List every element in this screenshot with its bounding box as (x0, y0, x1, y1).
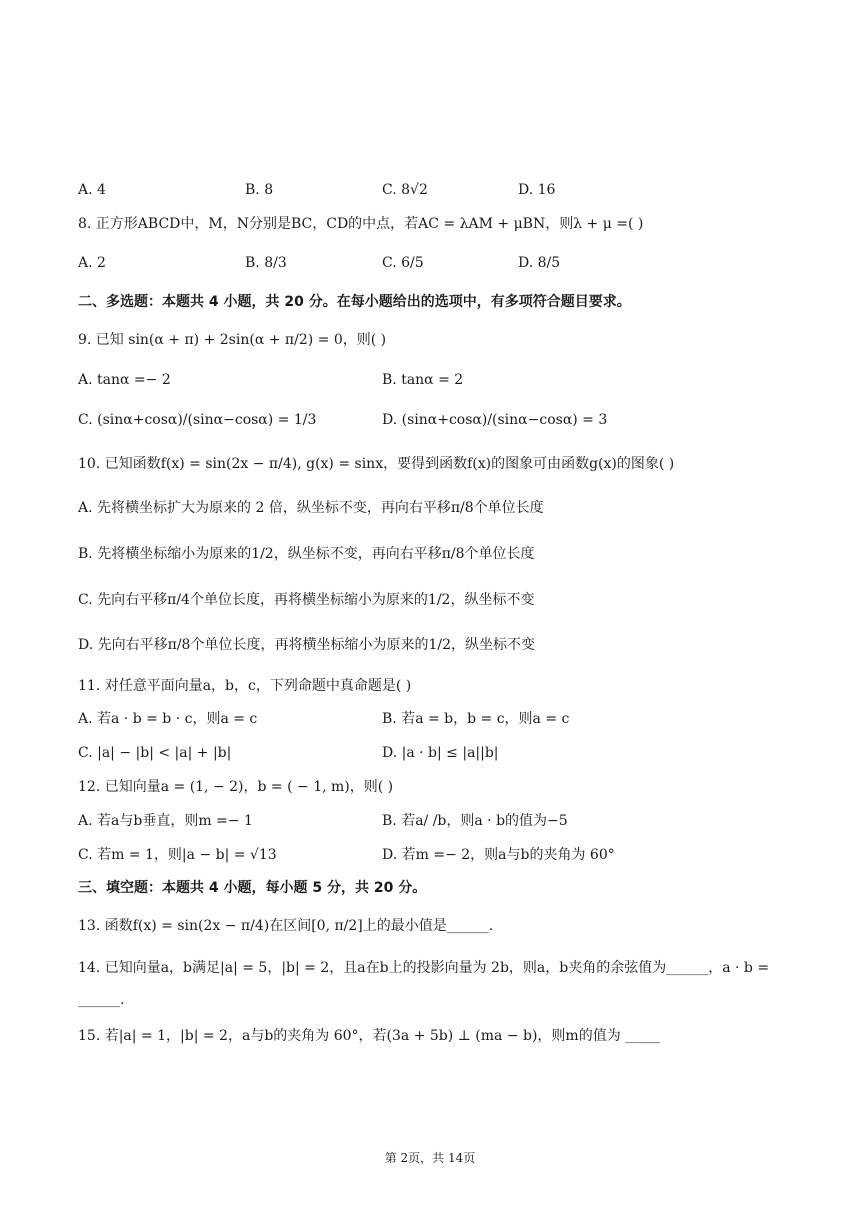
q9-option-a: A. tanα =− 2 (78, 372, 171, 388)
q9-option-d: D. (sinα+cosα)/(sinα−cosα) = 3 (382, 412, 608, 428)
q10-option-b: B. 先将横坐标缩小为原来的1/2，纵坐标不变，再向右平移π/8个单位长度 (78, 546, 535, 562)
q8-stem: 8. 正方形ABCD中，M，N分别是BC，CD的中点，若AC = λAM + μBN，则λ + μ =( ) (78, 216, 644, 232)
q14-stem-line1: 14. 已知向量a，b满足|a| = 5，|b| = 2，且a在b上的投影向量为 2b，则a，b夹角的余弦值为______，a · b = (78, 960, 770, 976)
q9-option-c: C. (sinα+cosα)/(sinα−cosα) = 1/3 (78, 412, 317, 428)
q7-option-c: C. 8√2 (382, 182, 428, 198)
section-2-heading: 二、多选题：本题共 4 小题，共 20 分。在每小题给出的选项中，有多项符合题目要求。 (78, 294, 631, 310)
page-footer: 第 2页，共 14页 (384, 1151, 476, 1165)
q8-option-b: B. 8/3 (245, 255, 287, 271)
q11-option-c: C. |a| − |b| < |a| + |b| (78, 745, 232, 761)
q8-option-c: C. 6/5 (382, 255, 424, 271)
q11-option-d: D. |a · b| ≤ |a||b| (382, 745, 499, 761)
q9-option-b: B. tanα = 2 (382, 372, 464, 388)
q8-option-a: A. 2 (78, 255, 106, 271)
q12-option-c: C. 若m = 1，则|a − b| = √13 (78, 847, 277, 863)
q7-option-a: A. 4 (78, 182, 106, 198)
q15-stem: 15. 若|a| = 1，|b| = 2，a与b的夹角为 60°，若(3a + 5b) ⊥ (ma − b)，则m的值为 _____ (78, 1028, 661, 1044)
q7-option-d: D. 16 (518, 182, 556, 198)
q13-stem: 13. 函数f(x) = sin(2x − π/4)在区间[0, π/2]上的最小值是______. (78, 918, 494, 934)
q10-option-c: C. 先向右平移π/4个单位长度，再将横坐标缩小为原来的1/2，纵坐标不变 (78, 592, 535, 608)
q7-option-b: B. 8 (245, 182, 274, 198)
q12-option-d: D. 若m =− 2，则a与b的夹角为 60° (382, 847, 615, 863)
q12-option-b: B. 若a/ /b，则a · b的值为−5 (382, 813, 568, 829)
q10-stem: 10. 已知函数f(x) = sin(2x − π/4), g(x) = sinx，要得到函数f(x)的图象可由函数g(x)的图象( ) (78, 456, 675, 472)
q11-option-b: B. 若a = b，b = c，则a = c (382, 711, 570, 727)
q11-stem: 11. 对任意平面向量a，b，c，下列命题中真命题是( ) (78, 678, 412, 694)
q11-option-a: A. 若a · b = b · c，则a = c (78, 711, 258, 727)
q10-option-a: A. 先将横坐标扩大为原来的 2 倍，纵坐标不变，再向右平移π/8个单位长度 (78, 500, 544, 516)
q14-stem-line2: ______. (78, 992, 125, 1008)
q10-option-d: D. 先向右平移π/8个单位长度，再将横坐标缩小为原来的1/2，纵坐标不变 (78, 637, 535, 653)
section-3-heading: 三、填空题：本题共 4 小题，每小题 5 分，共 20 分。 (78, 880, 427, 896)
q12-stem: 12. 已知向量a = (1, − 2)，b = ( − 1, m)，则( ) (78, 779, 394, 795)
q9-stem: 9. 已知 sin(α + π) + 2sin(α + π/2) = 0，则( ) (78, 332, 387, 348)
q8-option-d: D. 8/5 (518, 255, 561, 271)
q12-option-a: A. 若a与b垂直，则m =− 1 (78, 813, 253, 829)
